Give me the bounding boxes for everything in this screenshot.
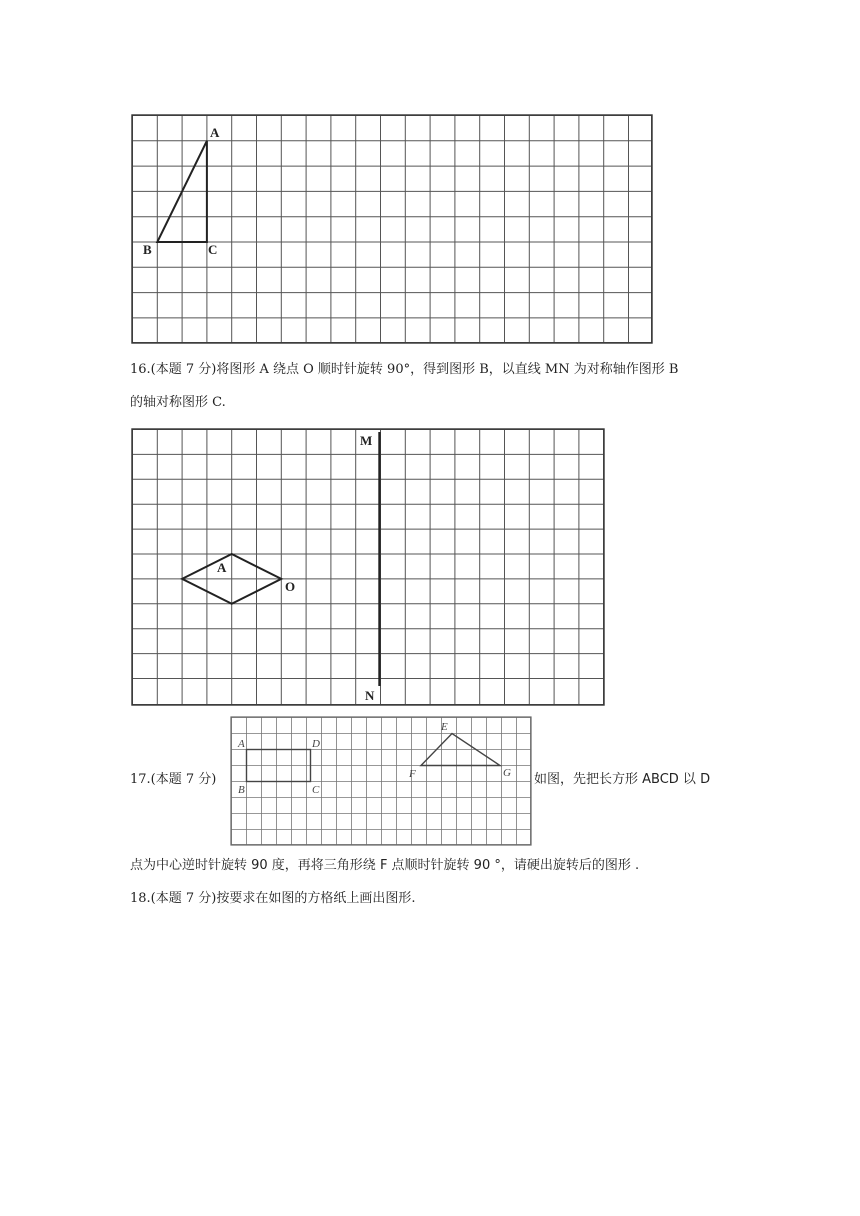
label-d: D <box>312 738 320 750</box>
label-o: O <box>285 579 296 594</box>
grid-lines <box>132 429 604 705</box>
label-a: A <box>238 738 245 750</box>
figure-1-grid <box>130 113 654 345</box>
question-16-line-2: 的轴对称图形 C. <box>130 395 226 410</box>
label-f: F <box>409 768 416 780</box>
question-17-prefix: 17.(本题 7 分) <box>130 772 217 787</box>
question-17-line-2: 点为中心逆时针旋转 90 度，再将三角形绕 F 点顺时针旋转 90 °，请硬出旋转后的图形 . <box>130 858 640 873</box>
label-b: B <box>238 784 245 796</box>
figure-2-grid <box>130 427 606 707</box>
question-17-suffix: 如图，先把长方形 ABCD 以 D <box>534 772 711 787</box>
question-18: 18.(本题 7 分)按要求在如图的方格纸上画出图形. <box>130 891 416 906</box>
figure-3-grid <box>230 715 532 847</box>
label-m: M <box>360 433 373 448</box>
label-e: E <box>441 721 448 733</box>
label-g: G <box>503 767 511 779</box>
label-c: C <box>312 784 320 796</box>
grid-lines <box>132 115 652 343</box>
question-16-line-1: 16.(本题 7 分)将图形 A 绕点 O 顺时针旋转 90°，得到图形 B，以直线 MN 为对称轴作图形 B <box>130 362 679 377</box>
label-c: C <box>208 242 218 257</box>
label-a: A <box>210 125 220 140</box>
label-b: B <box>143 242 152 257</box>
label-n: N <box>365 688 375 703</box>
label-a: A <box>217 560 227 575</box>
